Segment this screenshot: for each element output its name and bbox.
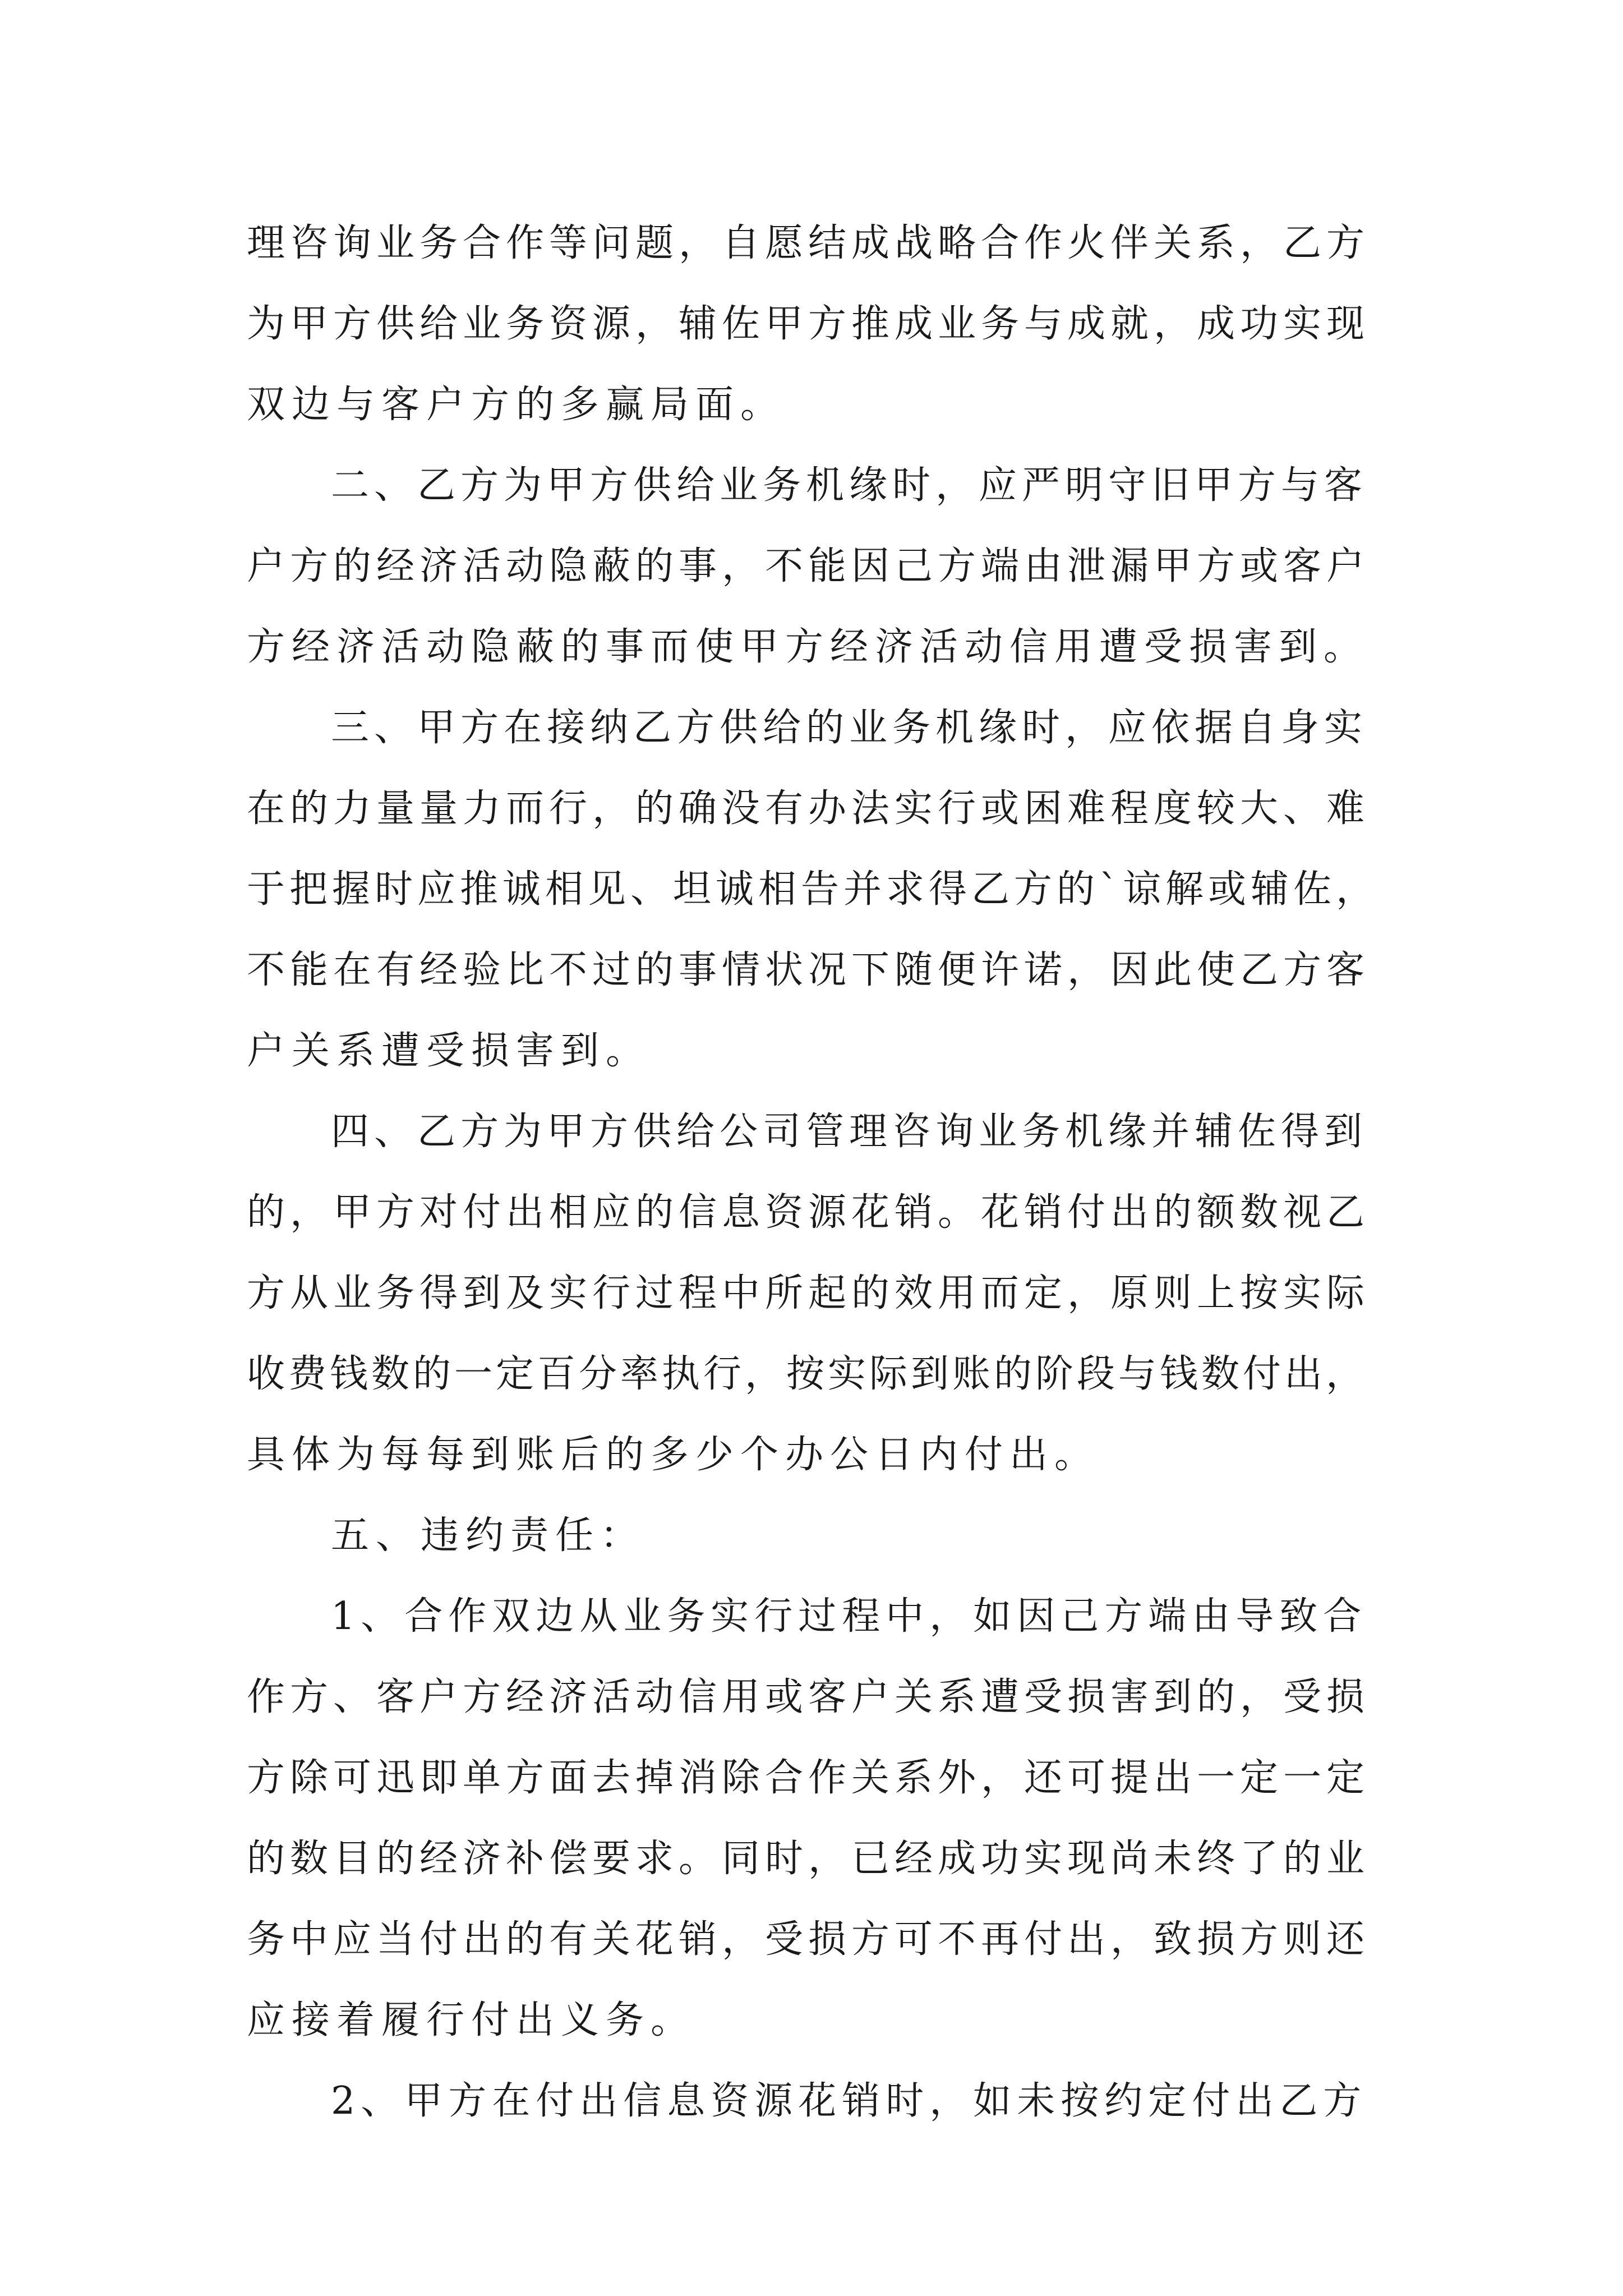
text-line: 为甲方供给业务资源，辅佐甲方推成业务与成就，成功实现 <box>247 302 1370 346</box>
section-heading: 五、违约责任： <box>331 1513 645 1558</box>
text-line: 应接着履行付出义务。 <box>247 1998 696 2042</box>
text-line: 的数目的经济补偿要求。同时，已经成功实现尚未终了的业 <box>247 1837 1370 1881</box>
text-line: 务中应当付出的有关花销，受损方可不再付出，致损方则还 <box>247 1917 1370 1962</box>
text-line: 理咨询业务合作等问题，自愿结成战略合作火伴关系，乙方 <box>247 221 1370 265</box>
text-line: 方从业务得到及实行过程中所起的效用而定，原则上按实际 <box>247 1271 1370 1315</box>
text-line: 收费钱数的一定百分率执行，按实际到账的阶段与钱数付出， <box>247 1352 1368 1396</box>
text-line: 双边与客户方的多赢局面。 <box>247 383 786 427</box>
paragraph-start: 三、甲方在接纳乙方供给的业务机缘时，应依据自身实 <box>331 706 1368 750</box>
text-line: 具体为每每到账后的多少个办公日内付出。 <box>247 1433 1100 1477</box>
paragraph-start: 1、合作双边从业务实行过程中，如因己方端由导致合 <box>331 1594 1367 1639</box>
text-line: 作方、客户方经济活动信用或客户关系遭受损害到的，受损 <box>247 1675 1370 1719</box>
text-line: 方经济活动隐蔽的事而使甲方经济活动信用遭受损害到。 <box>247 625 1369 669</box>
text-line: 不能在有经验比不过的事情状况下随便许诺，因此使乙方客 <box>247 948 1370 992</box>
paragraph-start: 二、乙方为甲方供给业务机缘时，应严明守旧甲方与客 <box>331 463 1368 508</box>
text-line: 于把握时应推诚相见、坦诚相告并求得乙方的`谅解或辅佐， <box>247 867 1379 912</box>
paragraph-start: 四、乙方为甲方供给公司管理咨询业务机缘并辅佐得到 <box>331 1110 1368 1154</box>
text-line: 的，甲方对付出相应的信息资源花销。花销付出的额数视乙 <box>247 1190 1370 1235</box>
text-line: 方除可迅即单方面去掉消除合作关系外，还可提出一定一定 <box>247 1756 1370 1800</box>
paragraph-start: 2、甲方在付出信息资源花销时，如未按约定付出乙方 <box>331 2079 1367 2123</box>
text-line: 在的力量量力而行，的确没有办法实行或困难程度较大、难 <box>247 786 1370 831</box>
text-line: 户关系遭受损害到。 <box>247 1029 651 1073</box>
text-line: 户方的经济活动隐蔽的事，不能因己方端由泄漏甲方或客户 <box>247 544 1370 588</box>
